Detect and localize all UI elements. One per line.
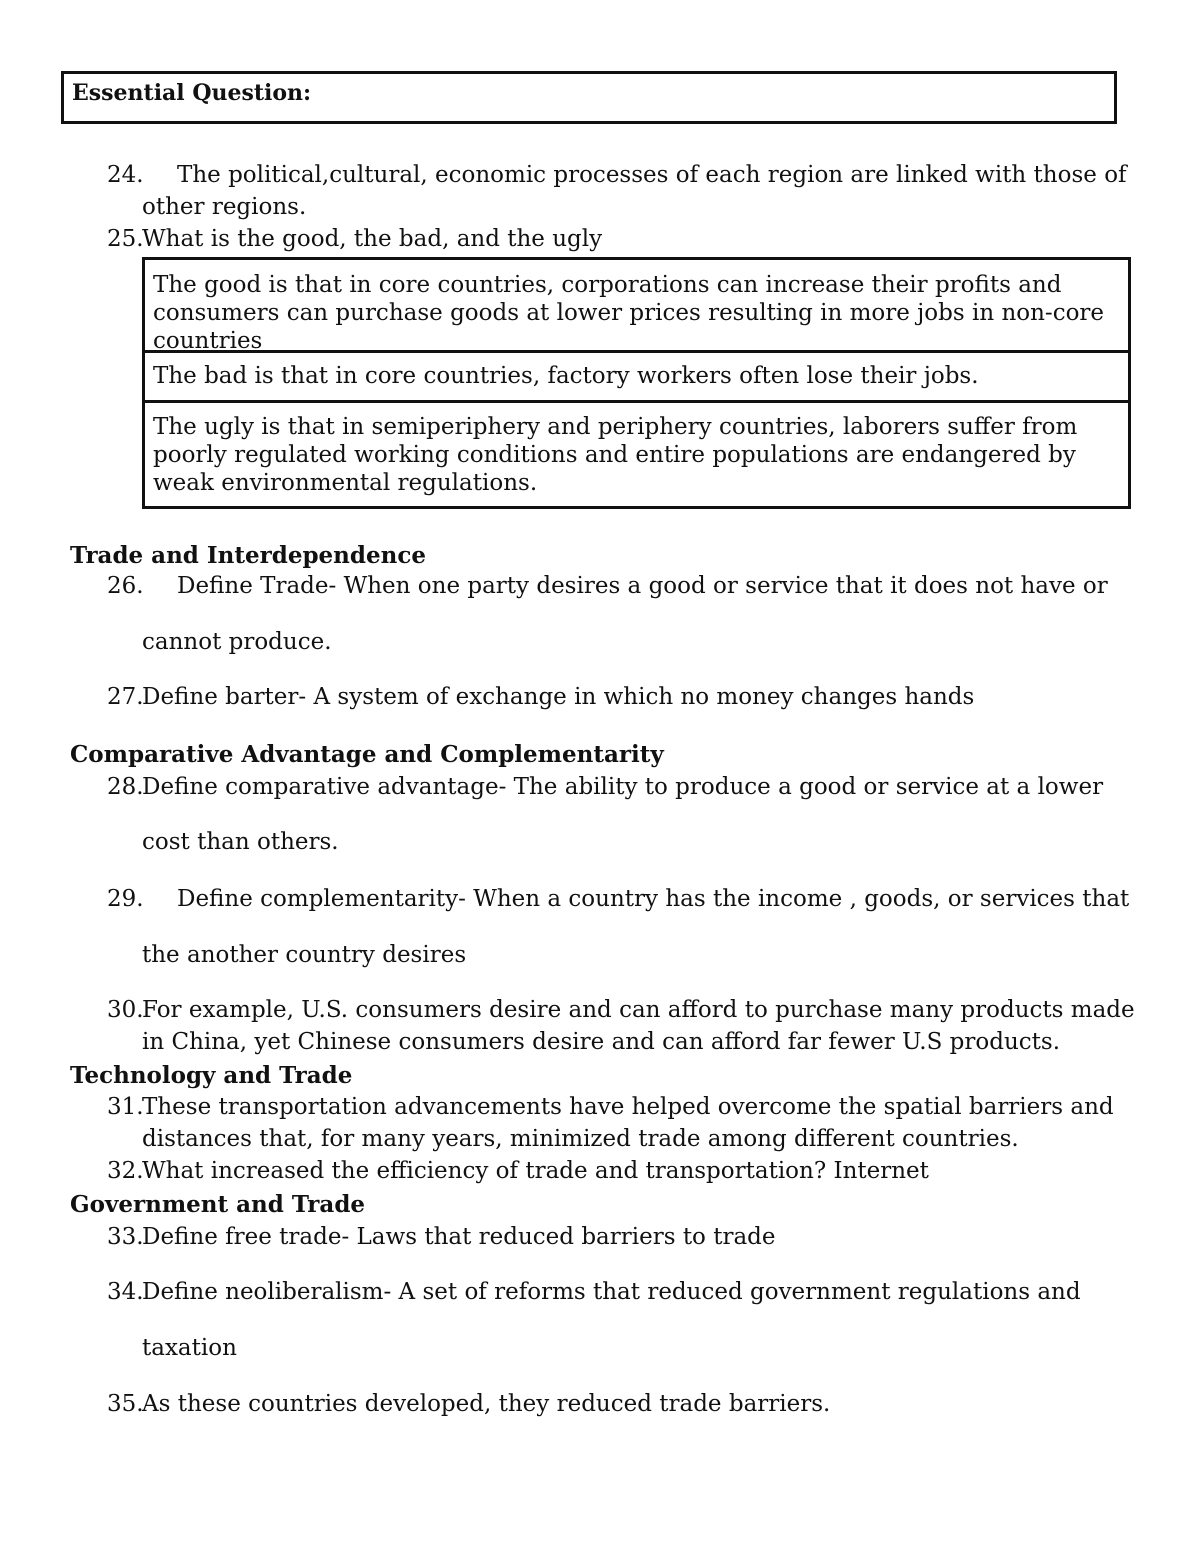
- heading-comparative-advantage: Comparative Advantage and Complementarity: [70, 741, 664, 768]
- item-number-25: 25.: [107, 226, 144, 252]
- item-32-text: What increased the efficiency of trade and transportation? Internet: [142, 1158, 929, 1184]
- item-number-35: 35.: [107, 1391, 144, 1417]
- ugly-row: The ugly is that in semiperiphery and periphery countries, laborers suffer from poorly regulated working conditions and entire populations are endangered by weak environmental regulations.: [145, 400, 1128, 506]
- item-26-line2: cannot produce.: [142, 629, 332, 655]
- item-number-33: 33.: [107, 1224, 144, 1250]
- good-bad-ugly-table: [142, 257, 1131, 509]
- item-number-32: 32.: [107, 1158, 144, 1184]
- heading-technology-trade: Technology and Trade: [70, 1062, 353, 1089]
- item-34-line2: taxation: [142, 1335, 237, 1361]
- item-30-line2: in China, yet Chinese consumers desire and can afford far fewer U.S products.: [142, 1029, 1061, 1055]
- item-29-line1: Define complementarity- When a country has the income , goods, or services that: [177, 886, 1130, 912]
- item-30-line1: For example, U.S. consumers desire and can afford to purchase many products made: [142, 997, 1135, 1023]
- item-27-text: Define barter- A system of exchange in which no money changes hands: [142, 684, 975, 710]
- item-31-line1: These transportation advancements have helped overcome the spatial barriers and: [142, 1094, 1114, 1120]
- item-number-24: 24.: [107, 162, 144, 188]
- item-26-line1: Define Trade- When one party desires a good or service that it does not have or: [177, 573, 1108, 599]
- item-number-30: 30.: [107, 997, 144, 1023]
- item-31-line2: distances that, for many years, minimized trade among different countries.: [142, 1126, 1019, 1152]
- item-28-line1: Define comparative advantage- The ability to produce a good or service at a lower: [142, 774, 1104, 800]
- item-25-text: What is the good, the bad, and the ugly: [142, 226, 603, 252]
- heading-trade-interdependence: Trade and Interdependence: [70, 542, 426, 569]
- item-34-line1: Define neoliberalism- A set of reforms that reduced government regulations and: [142, 1279, 1081, 1305]
- item-number-26: 26.: [107, 573, 144, 599]
- item-29-line2: the another country desires: [142, 942, 467, 968]
- item-24-line1: The political,cultural, economic processes of each region are linked with those of: [177, 162, 1127, 188]
- item-33-text: Define free trade- Laws that reduced barriers to trade: [142, 1224, 776, 1250]
- item-35-text: As these countries developed, they reduced trade barriers.: [142, 1391, 831, 1417]
- good-row: The good is that in core countries, corporations can increase their profits and consumers can purchase goods at lower prices resulting in more jobs in non-core countries: [153, 272, 1105, 354]
- item-number-27: 27.: [107, 684, 144, 710]
- bad-row: The bad is that in core countries, factory workers often lose their jobs.: [145, 350, 1128, 400]
- item-number-29: 29.: [107, 886, 144, 912]
- item-28-line2: cost than others.: [142, 829, 339, 855]
- essential-question-label: Essential Question:: [72, 80, 312, 106]
- item-24-line2: other regions.: [142, 194, 307, 220]
- item-number-34: 34.: [107, 1279, 144, 1305]
- heading-government-trade: Government and Trade: [70, 1191, 366, 1218]
- item-number-31: 31.: [107, 1094, 144, 1120]
- item-number-28: 28.: [107, 774, 144, 800]
